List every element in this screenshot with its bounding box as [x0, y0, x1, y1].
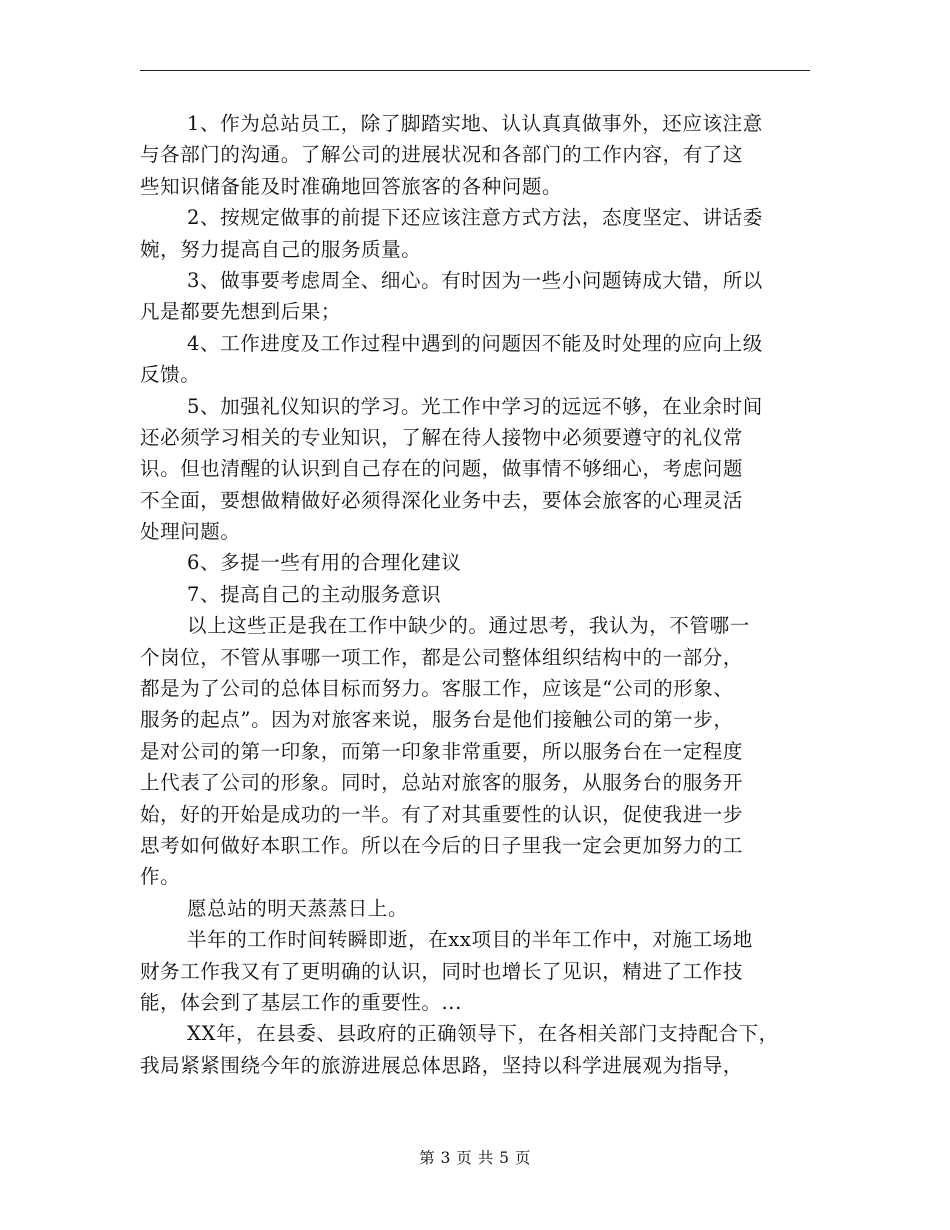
text-line: 服务的起点”。因为对旅客来说，服务台是他们接触公司的第一步， [140, 708, 734, 732]
text-line: XX年，在县委、县政府的正确领导下，在各相关部门支持配合下， [187, 1022, 779, 1046]
text-line: 处理问题。 [140, 520, 241, 544]
text-line: 4、工作进度及工作过程中遇到的问题因不能及时处理的应向上级 [187, 331, 763, 355]
text-line: 都是为了公司的总体目标而努力。客服工作，应该是“公司的形象、 [140, 677, 734, 701]
text-line: 7、提高自己的主动服务意识 [187, 582, 442, 606]
text-line: 还必须学习相关的专业知识，了解在待人接物中必须要遵守的礼仪常 [140, 425, 744, 449]
text-line: 识。但也清醒的认识到自己存在的问题，做事情不够细心，考虑问题 [140, 457, 744, 481]
text-line: 我局紧紧围绕今年的旅游进展总体思路，坚持以科学进展观为指导， [140, 1053, 744, 1077]
page-footer: 第 3 页 共 5 页 [419, 1149, 531, 1167]
text-line: 愿总站的明天蒸蒸日上。 [187, 896, 409, 920]
text-line: 些知识储备能及时准确地回答旅客的各种问题。 [140, 174, 563, 198]
text-line: 3、做事要考虑周全、细心。有时因为一些小问题铸成大错，所以 [187, 268, 763, 292]
text-line: 6、多提一些有用的合理化建议 [187, 551, 462, 575]
text-line: 半年的工作时间转瞬即逝，在xx项目的半年工作中，对施工场地 [187, 928, 753, 952]
text-line: 上代表了公司的形象。同时，总站对旅客的服务，从服务台的服务开 [140, 771, 744, 795]
text-line: 1、作为总站员工，除了脚踏实地、认认真真做事外，还应该注意 [187, 112, 763, 135]
text-line: 始，好的开始是成功的一半。有了对其重要性的认识，促使我进一步 [140, 802, 744, 826]
text-line: 以上这些正是我在工作中缺少的。通过思考，我认为，不管哪一 [187, 614, 750, 638]
text-line: 反馈。 [140, 363, 201, 387]
text-line: 个岗位，不管从事哪一项工作，都是公司整体组织结构中的一部分， [140, 645, 744, 669]
body-text [140, 108, 812, 1081]
text-line: 婉，努力提高自己的服务质量。 [140, 237, 422, 261]
text-line: 5、加强礼仪知识的学习。光工作中学习的远远不够，在业余时间 [187, 394, 763, 418]
text-line: 不全面，要想做精做好必须得深化业务中去，要体会旅客的心理灵活 [140, 488, 744, 512]
text-line: 作。 [140, 865, 181, 889]
text-line: 2、按规定做事的前提下还应该注意方式方法，态度坚定、讲话委 [187, 206, 763, 230]
header-rule [140, 70, 810, 71]
text-line: 是对公司的第一印象，而第一印象非常重要，所以服务台在一定程度 [140, 739, 744, 763]
text-line: 凡是都要先想到后果； [140, 300, 342, 324]
text-line: 能，体会到了基层工作的重要性。... [140, 990, 462, 1014]
text-line: 思考如何做好本职工作。所以在今后的日子里我一定会更加努力的工 [140, 833, 744, 857]
text-line: 与各部门的沟通。了解公司的进展状况和各部门的工作内容，有了这 [140, 143, 744, 167]
text-line: 财务工作我又有了更明确的认识，同时也增长了见识，精进了工作技 [140, 959, 744, 983]
